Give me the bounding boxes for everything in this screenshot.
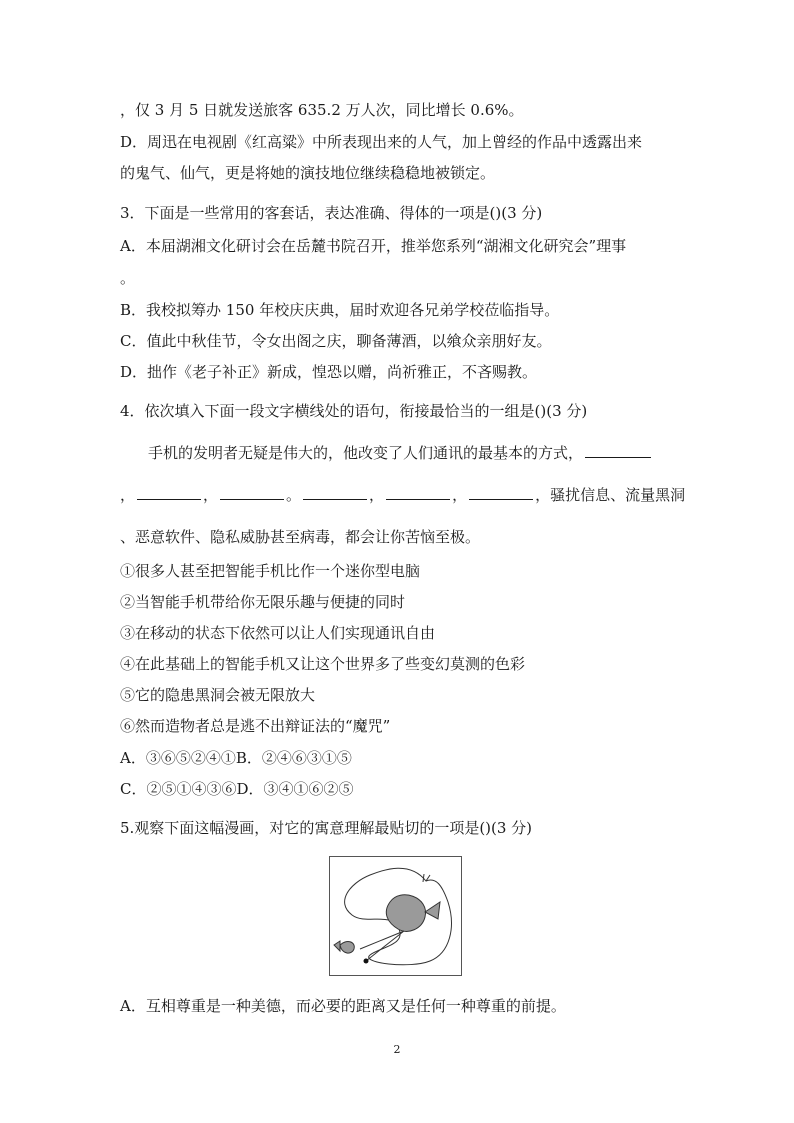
q4-answer-ab: A．③⑥⑤②④①B．②④⑥③①⑤ xyxy=(120,749,352,767)
q3-option-a-cont: 。 xyxy=(120,269,136,287)
line-0: ，仅 3 月 5 日就发送旅客 635.2 万人次，同比增长 0.6%。 xyxy=(120,101,524,119)
q5-option-a: A．互相尊重是一种美德，而必要的距离又是任何一种尊重的前提。 xyxy=(120,997,566,1015)
line-2: 的鬼气、仙气，更是将她的演技地位继续稳稳地被锁定。 xyxy=(120,164,496,182)
q4-option-4: ④在此基础上的智能手机又让这个世界多了些变幻莫测的色彩 xyxy=(120,655,526,673)
blank-3[interactable] xyxy=(220,485,284,500)
q4-answer-cd: C．②⑤①④③⑥D．③④①⑥②⑤ xyxy=(120,780,354,798)
period: 。 xyxy=(286,486,302,504)
question-3: 3．下面是一些常用的客套话，表达准确、得体的一项是()(3 分) xyxy=(120,204,543,222)
question-5: 5.观察下面这幅漫画，对它的寓意理解最贴切的一项是()(3 分) xyxy=(120,819,533,837)
blank-2[interactable] xyxy=(137,485,201,500)
blank-6[interactable] xyxy=(469,485,533,500)
blank-1[interactable] xyxy=(585,443,651,458)
q3-option-a: A．本届湖湘文化研讨会在岳麓书院召开，推举您系列“湖湘文化研究会”理事 xyxy=(120,237,627,255)
q3-option-b: B．我校拟筹办 150 年校庆庆典，届时欢迎各兄弟学校莅临指导。 xyxy=(120,301,560,319)
comma: ， xyxy=(369,486,385,504)
q4-option-5: ⑤它的隐患黑洞会被无限放大 xyxy=(120,686,316,704)
comma: ， xyxy=(203,486,219,504)
passage-line-3: 、恶意软件、隐私威胁甚至病毒，都会让你苦恼至极。 xyxy=(120,528,481,546)
q3-option-c: C．值此中秋佳节，令女出阁之庆，聊备薄酒，以飨众亲朋好友。 xyxy=(120,332,552,350)
blank-4[interactable] xyxy=(303,485,367,500)
q4-option-6: ⑥然而造物者总是逃不出辩证法的“魔咒” xyxy=(120,717,391,735)
passage-tail: ，骚扰信息、流量黑洞 xyxy=(535,486,686,504)
q4-option-1: ①很多人甚至把智能手机比作一个迷你型电脑 xyxy=(120,562,421,580)
line-1: D．周迅在电视剧《红高粱》中所表现出来的人气，加上曾经的作品中透露出来 xyxy=(120,133,643,151)
passage-line-1 xyxy=(148,443,653,463)
comma: ， xyxy=(120,486,136,504)
q4-option-3: ③在移动的状态下依然可以让人们实现通讯自由 xyxy=(120,624,436,642)
cartoon-drawing xyxy=(330,857,461,975)
comma: ， xyxy=(452,486,468,504)
passage-line-2 xyxy=(120,485,685,505)
cartoon-image xyxy=(329,856,462,976)
q3-option-d: D．拙作《老子补正》新成，惶恐以赠，尚祈雅正，不吝赐教。 xyxy=(120,363,538,381)
q4-option-2: ②当智能手机带给你无限乐趣与便捷的同时 xyxy=(120,593,406,611)
blank-5[interactable] xyxy=(386,485,450,500)
page-number: 2 xyxy=(393,1043,401,1056)
passage-text-1: 手机的发明者无疑是伟大的，他改变了人们通讯的最基本的方式， xyxy=(148,444,584,462)
question-4: 4．依次填入下面一段文字横线处的语句，衔接最恰当的一组是()(3 分) xyxy=(120,402,588,420)
